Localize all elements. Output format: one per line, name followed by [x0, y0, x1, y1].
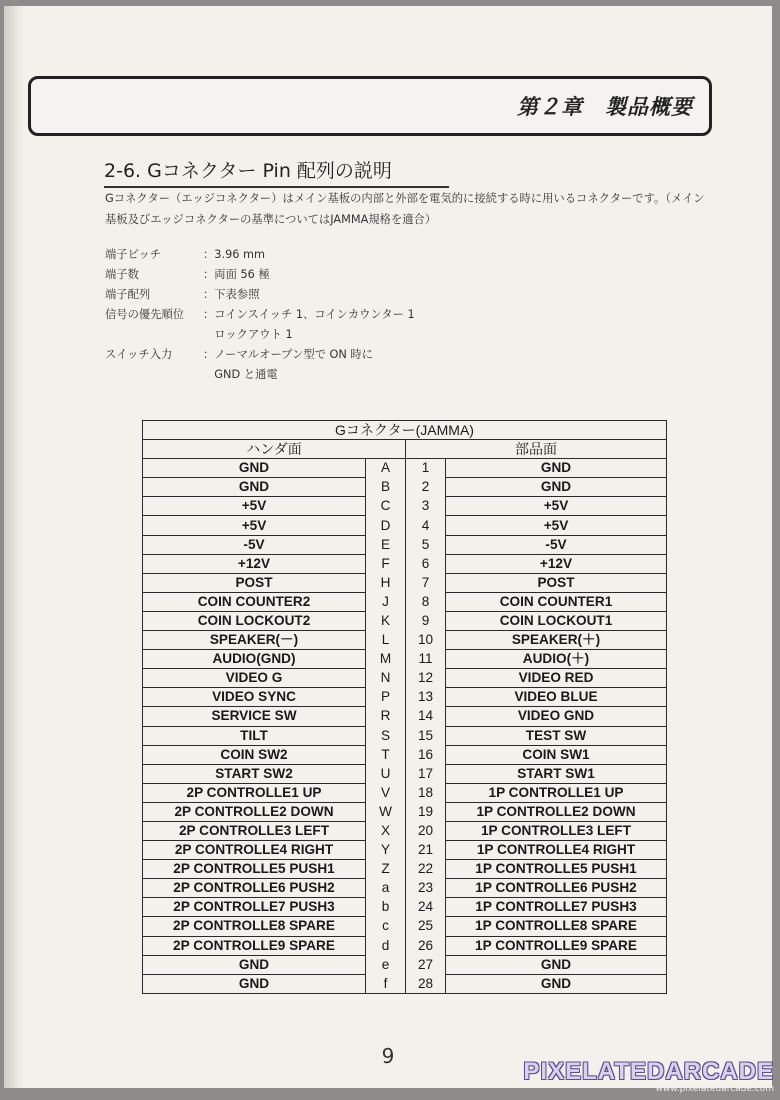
- solder-signal: +5V: [143, 516, 366, 535]
- pin-row: [143, 611, 667, 630]
- solder-pin-letter: M: [366, 650, 406, 669]
- pin-row: [143, 650, 667, 669]
- parts-pin-number: 11: [406, 650, 446, 669]
- solder-pin-letter: U: [366, 764, 406, 783]
- pin-row: [143, 764, 667, 783]
- table-title: Gコネクター(JAMMA): [143, 421, 667, 440]
- spec-value: GND と通電: [203, 368, 278, 381]
- chapter-title: 第２章 製品概要: [517, 95, 693, 119]
- solder-pin-letter: W: [366, 802, 406, 821]
- solder-signal: GND: [143, 478, 366, 497]
- spec-label: 端子ピッチ: [105, 248, 162, 261]
- solder-pin-letter: S: [366, 726, 406, 745]
- solder-signal: SPEAKER(－): [143, 631, 366, 650]
- parts-pin-number: 26: [406, 936, 446, 955]
- solder-signal: 2P CONTROLLE8 SPARE: [143, 917, 366, 936]
- pin-row: [143, 592, 667, 611]
- parts-signal: POST: [446, 573, 667, 592]
- parts-signal: 1P CONTROLLE3 LEFT: [446, 821, 667, 840]
- page-number: 9: [381, 1044, 395, 1068]
- parts-signal: 1P CONTROLLE8 SPARE: [446, 917, 667, 936]
- parts-pin-number: 18: [406, 783, 446, 802]
- parts-signal: COIN LOCKOUT1: [446, 611, 667, 630]
- pin-row: [143, 631, 667, 650]
- parts-signal: AUDIO(＋): [446, 650, 667, 669]
- parts-pin-number: 13: [406, 688, 446, 707]
- solder-signal: GND: [143, 459, 366, 478]
- solder-signal: +5V: [143, 497, 366, 516]
- parts-pin-number: 7: [406, 573, 446, 592]
- solder-pin-letter: c: [366, 917, 406, 936]
- solder-signal: COIN COUNTER2: [143, 592, 366, 611]
- pin-row: [143, 459, 667, 478]
- pin-row: [143, 841, 667, 860]
- manual-page: [4, 6, 772, 1088]
- parts-pin-number: 28: [406, 974, 446, 993]
- solder-pin-letter: Y: [366, 841, 406, 860]
- spec-value: ：下表参照: [203, 288, 260, 301]
- pin-row: [143, 974, 667, 993]
- parts-signal: +5V: [446, 516, 667, 535]
- parts-pin-number: 3: [406, 497, 446, 516]
- watermark: [523, 1058, 774, 1094]
- solder-pin-letter: R: [366, 707, 406, 726]
- pin-row: [143, 669, 667, 688]
- parts-signal: 1P CONTROLLE7 PUSH3: [446, 898, 667, 917]
- solder-pin-letter: E: [366, 535, 406, 554]
- parts-signal: GND: [446, 459, 667, 478]
- pin-row: [143, 516, 667, 535]
- parts-signal: TEST SW: [446, 726, 667, 745]
- parts-pin-number: 22: [406, 860, 446, 879]
- solder-signal: 2P CONTROLLE9 SPARE: [143, 936, 366, 955]
- spec-label: 信号の優先順位: [105, 308, 185, 321]
- parts-signal: 1P CONTROLLE2 DOWN: [446, 802, 667, 821]
- chapter-banner: [28, 76, 712, 136]
- pin-row: [143, 535, 667, 554]
- spec-value: ：3.96 mm: [203, 248, 266, 261]
- parts-pin-number: 4: [406, 516, 446, 535]
- parts-pin-number: 8: [406, 592, 446, 611]
- spec-row: [105, 245, 415, 265]
- parts-signal: 1P CONTROLLE9 SPARE: [446, 936, 667, 955]
- solder-signal: GND: [143, 955, 366, 974]
- parts-signal: VIDEO BLUE: [446, 688, 667, 707]
- parts-pin-number: 16: [406, 745, 446, 764]
- parts-signal: START SW1: [446, 764, 667, 783]
- spec-row: [105, 345, 415, 365]
- pin-row: [143, 898, 667, 917]
- solder-pin-letter: F: [366, 554, 406, 573]
- solder-signal: 2P CONTROLLE6 PUSH2: [143, 879, 366, 898]
- pin-rows: [143, 459, 667, 994]
- parts-signal: SPEAKER(＋): [446, 631, 667, 650]
- solder-signal: VIDEO SYNC: [143, 688, 366, 707]
- solder-signal: SERVICE SW: [143, 707, 366, 726]
- solder-pin-letter: D: [366, 516, 406, 535]
- solder-side-header: ハンダ面: [143, 440, 406, 459]
- solder-pin-letter: f: [366, 974, 406, 993]
- pin-row: [143, 783, 667, 802]
- solder-pin-letter: K: [366, 611, 406, 630]
- pin-row: [143, 726, 667, 745]
- pin-row: [143, 478, 667, 497]
- solder-pin-letter: V: [366, 783, 406, 802]
- solder-pin-letter: X: [366, 821, 406, 840]
- parts-pin-number: 19: [406, 802, 446, 821]
- parts-pin-number: 15: [406, 726, 446, 745]
- solder-pin-letter: C: [366, 497, 406, 516]
- solder-signal: COIN LOCKOUT2: [143, 611, 366, 630]
- spec-value: ：ノーマルオープン型で ON 時に: [203, 348, 374, 361]
- solder-signal: START SW2: [143, 764, 366, 783]
- spec-list: [105, 245, 415, 385]
- pin-row: [143, 936, 667, 955]
- parts-pin-number: 1: [406, 459, 446, 478]
- solder-pin-letter: N: [366, 669, 406, 688]
- solder-pin-letter: J: [366, 592, 406, 611]
- spec-value: ：コインスイッチ 1、コインカウンター 1: [203, 308, 415, 321]
- watermark-name: PIXELATEDARCADE: [523, 1058, 774, 1085]
- parts-pin-number: 5: [406, 535, 446, 554]
- parts-side-header: 部品面: [406, 440, 667, 459]
- parts-pin-number: 24: [406, 898, 446, 917]
- spec-row: [105, 265, 415, 285]
- spec-row: [105, 365, 415, 385]
- parts-pin-number: 27: [406, 955, 446, 974]
- solder-signal: 2P CONTROLLE1 UP: [143, 783, 366, 802]
- spec-row: [105, 325, 415, 345]
- parts-signal: +12V: [446, 554, 667, 573]
- solder-signal: VIDEO G: [143, 669, 366, 688]
- solder-pin-letter: P: [366, 688, 406, 707]
- parts-signal: +5V: [446, 497, 667, 516]
- pin-row: [143, 688, 667, 707]
- section-title: 2-6. Gコネクター Pin 配列の説明: [104, 156, 392, 183]
- solder-signal: TILT: [143, 726, 366, 745]
- parts-signal: 1P CONTROLLE4 RIGHT: [446, 841, 667, 860]
- pin-row: [143, 955, 667, 974]
- parts-pin-number: 17: [406, 764, 446, 783]
- spec-row: [105, 305, 415, 325]
- pin-row: [143, 554, 667, 573]
- solder-pin-letter: d: [366, 936, 406, 955]
- parts-pin-number: 20: [406, 821, 446, 840]
- parts-pin-number: 9: [406, 611, 446, 630]
- pin-row: [143, 879, 667, 898]
- solder-pin-letter: b: [366, 898, 406, 917]
- pin-row: [143, 707, 667, 726]
- solder-pin-letter: L: [366, 631, 406, 650]
- parts-signal: GND: [446, 955, 667, 974]
- spec-label: 端子数: [105, 268, 139, 281]
- spec-label: [105, 365, 203, 385]
- pin-row: [143, 497, 667, 516]
- pin-row: [143, 821, 667, 840]
- pin-row: [143, 917, 667, 936]
- parts-signal: COIN SW1: [446, 745, 667, 764]
- parts-signal: GND: [446, 974, 667, 993]
- parts-signal: GND: [446, 478, 667, 497]
- pin-row: [143, 573, 667, 592]
- parts-signal: VIDEO RED: [446, 669, 667, 688]
- parts-signal: 1P CONTROLLE1 UP: [446, 783, 667, 802]
- solder-signal: +12V: [143, 554, 366, 573]
- parts-pin-number: 21: [406, 841, 446, 860]
- solder-signal: 2P CONTROLLE5 PUSH1: [143, 860, 366, 879]
- spec-value: ロックアウト 1: [203, 328, 293, 341]
- spec-label: [105, 325, 203, 345]
- spec-label: スイッチ入力: [105, 348, 173, 361]
- parts-signal: COIN COUNTER1: [446, 592, 667, 611]
- solder-pin-letter: Z: [366, 860, 406, 879]
- spec-row: [105, 285, 415, 305]
- parts-pin-number: 23: [406, 879, 446, 898]
- pin-row: [143, 802, 667, 821]
- parts-pin-number: 14: [406, 707, 446, 726]
- parts-pin-number: 6: [406, 554, 446, 573]
- pin-row: [143, 860, 667, 879]
- solder-signal: COIN SW2: [143, 745, 366, 764]
- solder-pin-letter: H: [366, 573, 406, 592]
- jamma-pinout-table: [142, 420, 667, 994]
- spec-label: 端子配列: [105, 288, 151, 301]
- solder-signal: -5V: [143, 535, 366, 554]
- parts-signal: 1P CONTROLLE6 PUSH2: [446, 879, 667, 898]
- solder-pin-letter: A: [366, 459, 406, 478]
- solder-pin-letter: B: [366, 478, 406, 497]
- solder-pin-letter: a: [366, 879, 406, 898]
- parts-pin-number: 10: [406, 631, 446, 650]
- pin-row: [143, 745, 667, 764]
- parts-signal: VIDEO GND: [446, 707, 667, 726]
- solder-signal: 2P CONTROLLE4 RIGHT: [143, 841, 366, 860]
- parts-signal: 1P CONTROLLE5 PUSH1: [446, 860, 667, 879]
- parts-pin-number: 12: [406, 669, 446, 688]
- solder-pin-letter: e: [366, 955, 406, 974]
- spec-value: ：両面 56 極: [203, 268, 270, 281]
- page-binding-shadow: [4, 6, 24, 1088]
- solder-signal: 2P CONTROLLE3 LEFT: [143, 821, 366, 840]
- solder-signal: 2P CONTROLLE7 PUSH3: [143, 898, 366, 917]
- parts-pin-number: 2: [406, 478, 446, 497]
- solder-signal: POST: [143, 573, 366, 592]
- solder-signal: AUDIO(GND): [143, 650, 366, 669]
- watermark-url: www.pixelatedarcade.com: [655, 1084, 774, 1094]
- parts-pin-number: 25: [406, 917, 446, 936]
- solder-pin-letter: T: [366, 745, 406, 764]
- solder-signal: 2P CONTROLLE2 DOWN: [143, 802, 366, 821]
- intro-paragraph: Gコネクター（エッジコネクター）はメイン基板の内部と外部を電気的に接続する時に用いるコネクターです。（メイン基板及びエッジコネクターの基準についてはJAMMA規格を適合）: [105, 192, 705, 226]
- parts-signal: -5V: [446, 535, 667, 554]
- solder-signal: GND: [143, 974, 366, 993]
